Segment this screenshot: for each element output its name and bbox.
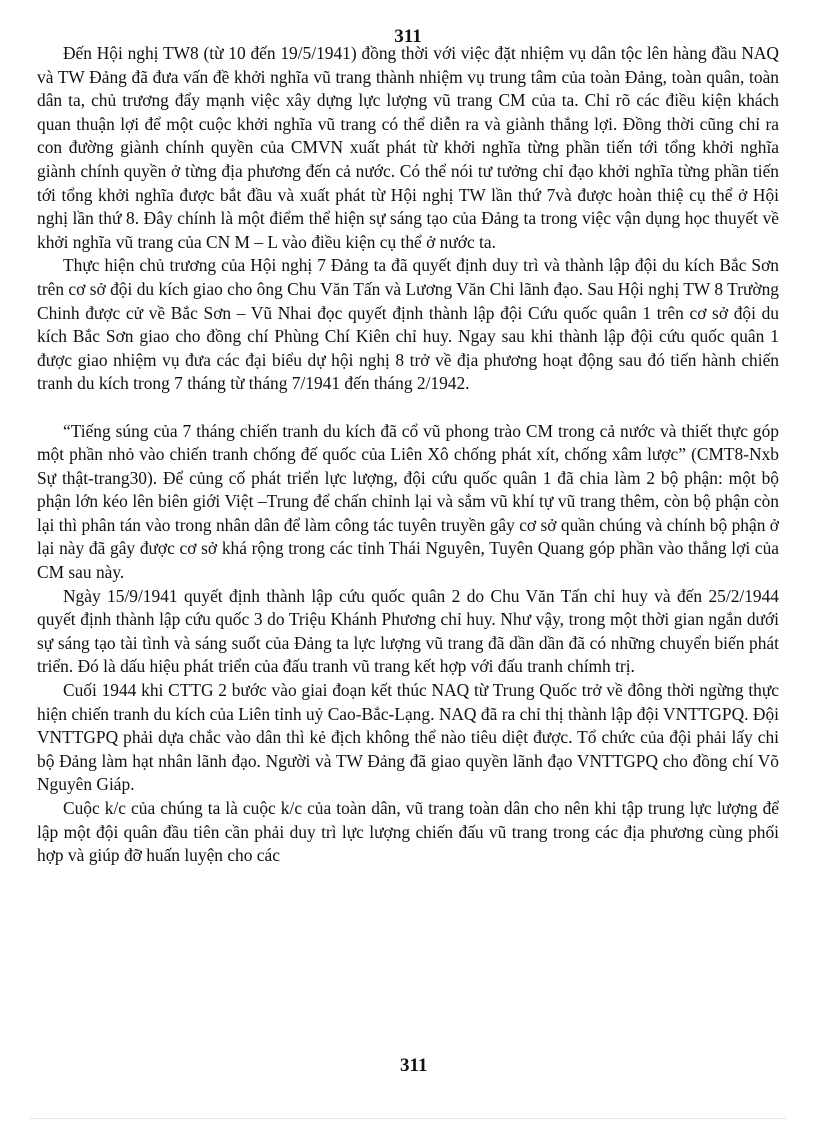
page-number-bottom: 311 (400, 1055, 428, 1076)
paragraph-4: Ngày 15/9/1941 quyết định thành lập cứu quốc quân 2 do Chu Văn Tấn chỉ huy và đến 25/2/1944 quyết định thành lập cứu quốc 3 do Triệu Khánh Phương chỉ huy. Như vậy, trong một thời gian ngắn dưới sự sáng tạo tài tình và sáng suốt của Đảng ta lực lượng vũ trang đã dần dần đã có những chuyển biến phát triển. Đó là dấu hiệu phát triển của đấu tranh vũ trang kết hợp với đấu tranh chímh trị. (37, 585, 779, 677)
paragraph-3: “Tiếng súng của 7 tháng chiến tranh du kích đã cổ vũ phong trào CM trong cả nước và thiết thực góp một phần nhỏ vào chiến tranh chống đế quốc của Liên Xô chống phát xít, chống xâm lược” (CMT8-Nxb Sự thật-trang30). Để củng cố phát triển lực lượng, đội cứu quốc quân 1 đã chia làm 2 bộ phận: một bộ phận lớn kéo lên biên giới Việt –Trung để chấn chỉnh lại và sắm vũ khí tự vũ trang thêm, còn bộ phận còn lại thì phân tán vào trong nhân dân để làm công tác tuyên truyền gây cơ sở quần chúng và chính bộ phận ở lại này đã gây được cơ sở khá rộng trong các tỉnh Thái Nguyên, Tuyên Quang góp phần vào thắng lợi của CM sau này. (37, 420, 779, 583)
page-number-top: 311 (394, 26, 422, 47)
paragraph-5: Cuối 1944 khi CTTG 2 bước vào giai đoạn kết thúc NAQ từ Trung Quốc trở về đông thời ngừng thực hiện chiến tranh du kích của Liên tỉnh uỷ Cao-Bắc-Lạng. NAQ đã ra chỉ thị thành lập đội VNTTGPQ. Đội VNTTGPQ phải dựa chắc vào dân thì kẻ địch không thể nào tiêu diệt được. Tổ chức của đội phải lấy chi bộ Đảng làm hạt nhân lãnh đạo. Người và TW Đảng đã giao quyền lãnh đạo VNTTGPQ cho đồng chí Võ Nguyên Giáp. (37, 680, 779, 795)
paragraph-1: Đến Hội nghị TW8 (từ 10 đến 19/5/1941) đồng thời với việc đặt nhiệm vụ dân tộc lên hàng đầu NAQ và TW Đảng đã đưa vấn đề khởi nghĩa vũ trang thành nhiệm vụ trung tâm của toàn Đảng, toàn quân, toàn dân ta, chủ trương đẩy mạnh việc xây dựng lực lượng vũ trang CM của ta. Chỉ rõ các điều kiện khách quan thuận lợi để một cuộc khởi nghĩa vũ trang có thể diễn ra và giành thắng lợi. Đồng thời cũng chỉ ra con đường giành chính quyền của CMVN xuất phát từ khởi nghĩa từng phần tiến tới tổng khởi nghĩa giành chính quyền ở từng địa phương đến cả nước. Có thể nói tư tưởng chỉ đạo khởi nghĩa từng phần tiến tới tổng khởi nghĩa được bắt đầu và xuất phát từ Hội nghị TW lần thứ 7và được hoàn thiệ cụ thể ở Hội nghị lần thứ 8. Đây chính là một điểm thể hiện sự sáng tạo của Đảng ta trong việc vận dụng học thuyết về khởi nghĩa vũ trang của CN M – L vào điều kiện cụ thể ở nước ta. (37, 43, 779, 252)
footer-divider (30, 1118, 786, 1119)
paragraph-2: Thực hiện chủ trương của Hội nghị 7 Đảng ta đã quyết định duy trì và thành lập đội du kích Bắc Sơn trên cơ sở đội du kích giao cho ông Chu Văn Tấn và Lương Văn Chi lãnh đạo. Sau Hội nghị TW 8 Trường Chinh được cử về Bắc Sơn – Vũ Nhai đọc quyết định thành lập đội Cứu quốc quân 1 trên cơ sở đội du kích Bắc Sơn giao cho đồng chí Phùng Chí Kiên chỉ huy. Ngay sau khi thành lập đội cứu quốc quân 1 được giao nhiệm vụ đưa các đại biểu dự hội nghị 8 trở về địa phương hoạt động sau đó tiến hành chiến tranh du kích trong 7 tháng từ tháng 7/1941 đến tháng 2/1942. (37, 255, 779, 394)
paragraph-6: Cuộc k/c của chúng ta là cuộc k/c của toàn dân, vũ trang toàn dân cho nên khi tập trung lực lượng để lập một đội quân đầu tiên cần phải duy trì lực lượng chiến đấu vũ trang trong các địa phương cùng phối hợp và giúp đỡ huấn luyện cho các (37, 798, 779, 866)
document-body (37, 42, 779, 868)
